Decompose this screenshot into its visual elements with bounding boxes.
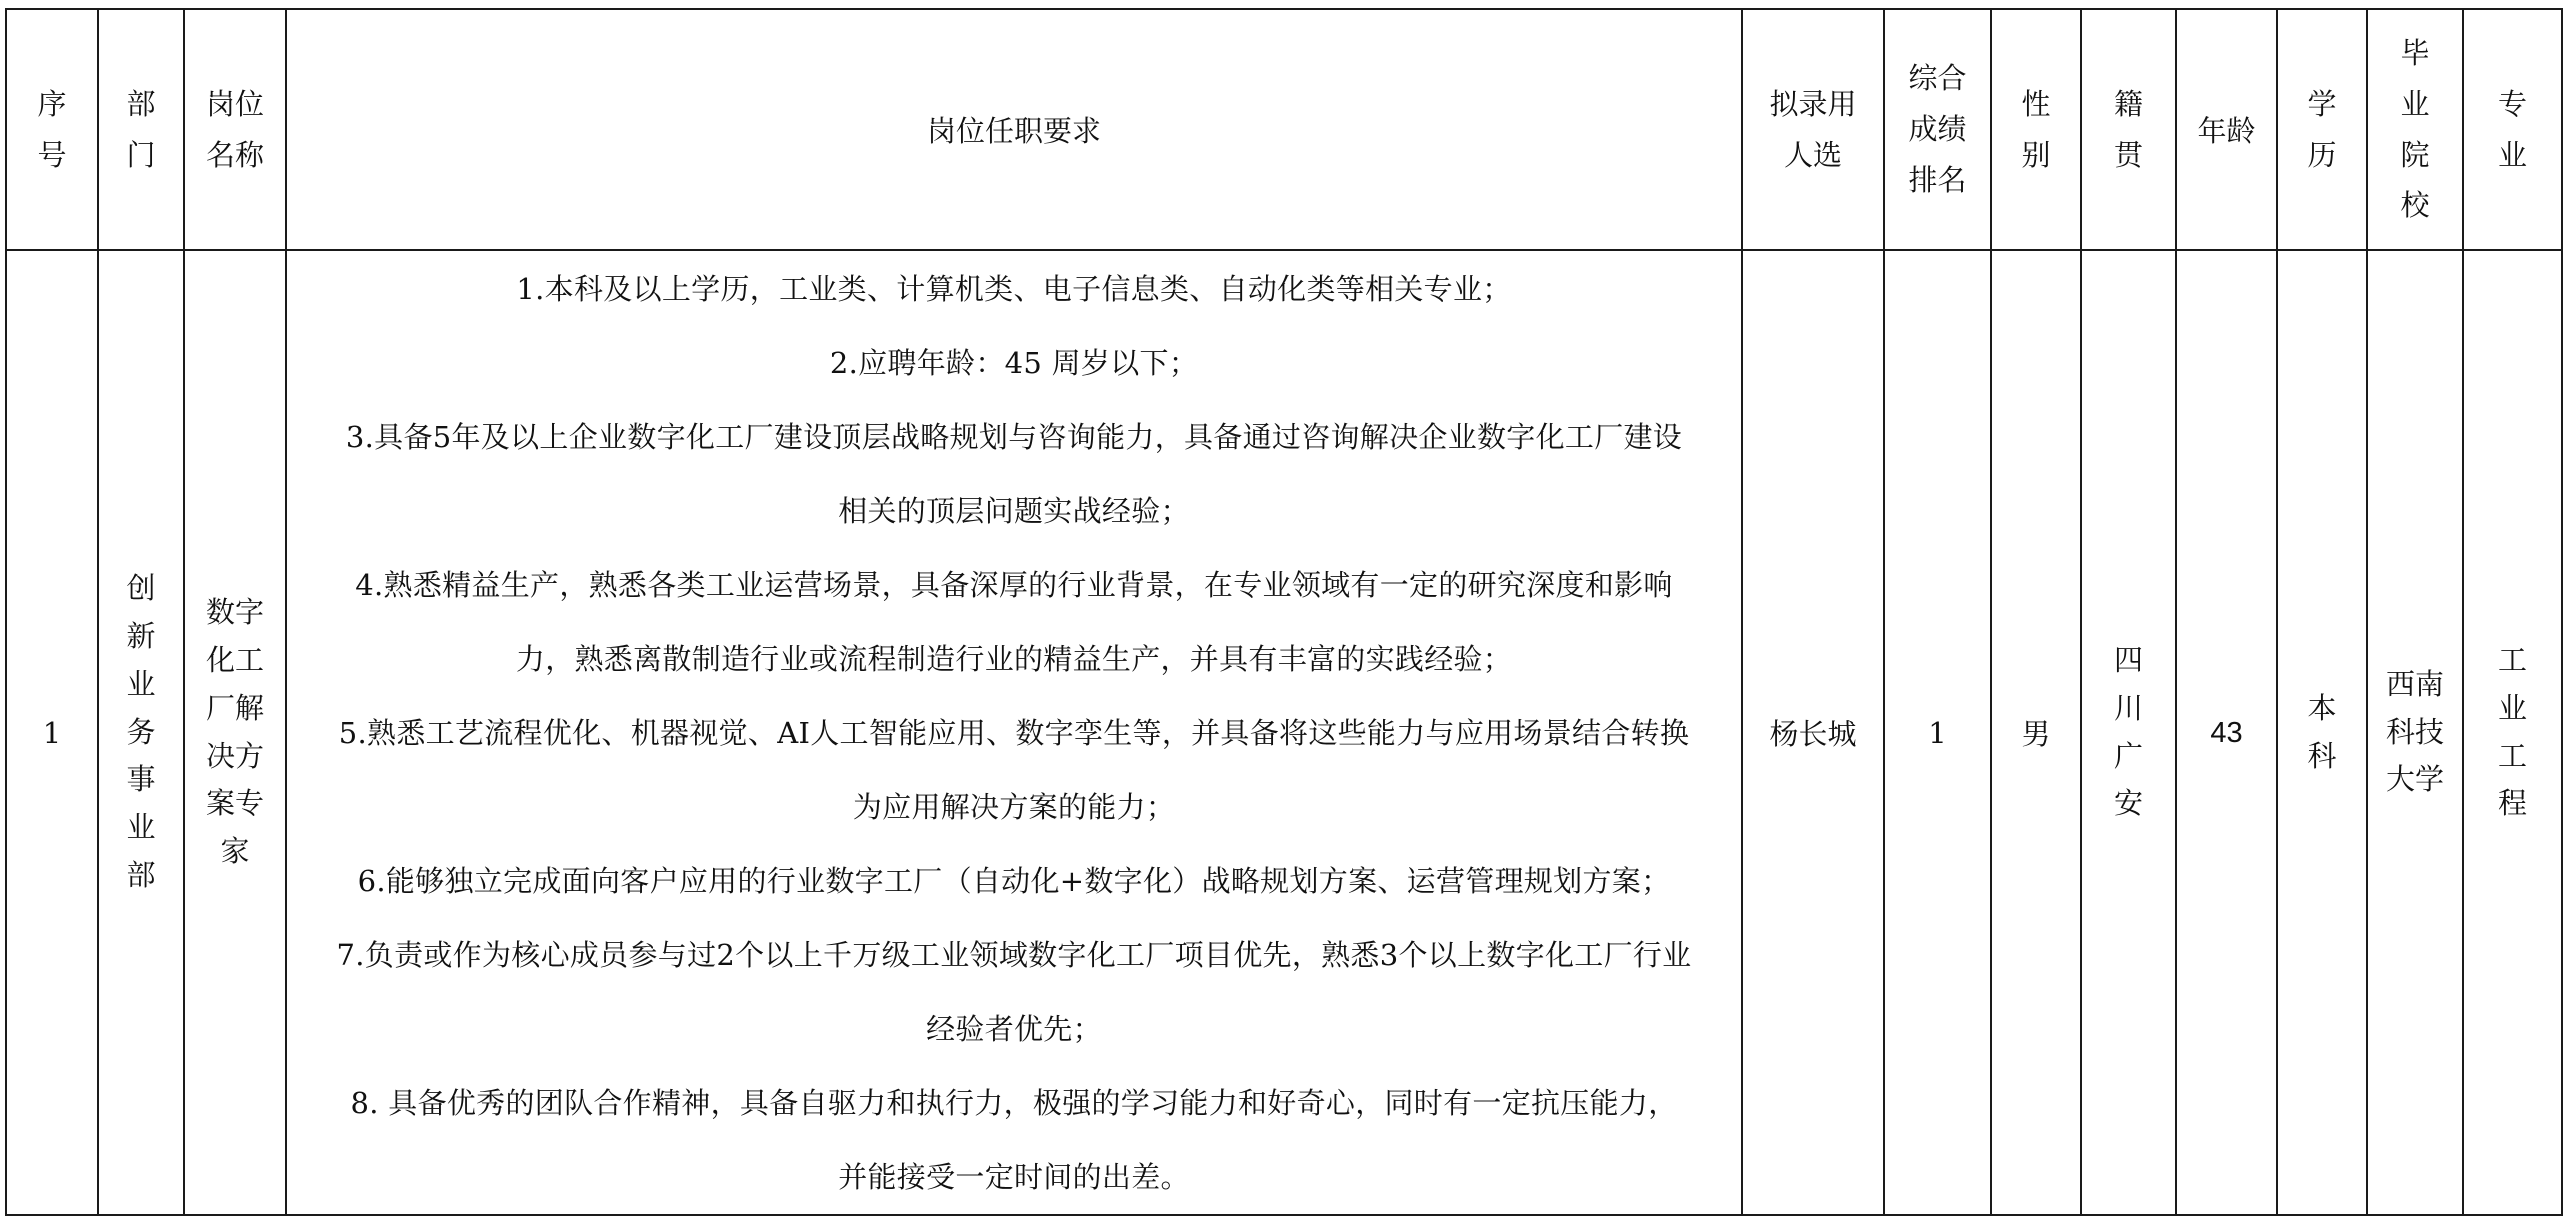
header-position: 岗位 名称	[184, 9, 286, 250]
table-header-row	[6, 9, 2562, 250]
cell-age: 43	[2176, 250, 2277, 1215]
header-school: 毕 业 院 校	[2367, 9, 2463, 250]
cell-major: 工 业 工 程	[2463, 250, 2562, 1215]
cell-candidate: 杨长城	[1742, 250, 1884, 1215]
header-education: 学 历	[2277, 9, 2367, 250]
header-dept: 部 门	[98, 9, 184, 250]
cell-origin: 四 川 广 安	[2081, 250, 2176, 1215]
header-requirements: 岗位任职要求	[286, 9, 1742, 250]
cell-dept: 创 新 业 务 事 业 部	[98, 250, 184, 1215]
header-seq: 序 号	[6, 9, 98, 250]
header-candidate: 拟录用 人选	[1742, 9, 1884, 250]
requirement-line: 4.熟悉精益生产，熟悉各类工业运营场景，具备深厚的行业背景，在专业领域有一定的研究深度和影响	[355, 567, 1673, 602]
requirement-line: 相关的顶层问题实战经验；	[838, 493, 1190, 528]
header-rank: 综合 成绩 排名	[1884, 9, 1991, 250]
requirement-line: 8. 具备优秀的团队合作精神，具备自驱力和执行力，极强的学习能力和好奇心，同时有一定抗压能力，	[350, 1085, 1678, 1120]
requirement-line: 经验者优先；	[926, 1011, 1102, 1046]
requirement-line: 力，熟悉离散制造行业或流程制造行业的精益生产，并具有丰富的实践经验；	[515, 641, 1513, 676]
header-major: 专 业	[2463, 9, 2562, 250]
header-gender: 性 别	[1991, 9, 2081, 250]
requirement-line: 并能接受一定时间的出差。	[838, 1159, 1190, 1194]
requirement-line: 3.具备5年及以上企业数字化工厂建设顶层战略规划与咨询能力，具备通过咨询解决企业数字化工厂建设	[345, 419, 1683, 454]
cell-gender: 男	[1991, 250, 2081, 1215]
header-age: 年龄	[2176, 9, 2277, 250]
requirement-line: 7.负责或作为核心成员参与过2个以上千万级工业领域数字化工厂项目优先，熟悉3个以上数字化工厂行业	[336, 937, 1692, 972]
requirement-line: 5.熟悉工艺流程优化、机器视觉、AI人工智能应用、数字孪生等，并具备将这些能力与应用场景结合转换	[338, 715, 1690, 750]
candidate-table	[5, 8, 2563, 1216]
requirement-line: 1.本科及以上学历，工业类、计算机类、电子信息类、自动化类等相关专业；	[516, 271, 1512, 306]
cell-education: 本 科	[2277, 250, 2367, 1215]
cell-position: 数字 化工 厂解 决方 案专 家	[184, 250, 286, 1215]
requirement-line: 2.应聘年龄：45 周岁以下；	[829, 345, 1199, 380]
requirement-line: 6.能够独立完成面向客户应用的行业数字工厂（自动化+数字化）战略规划方案、运营管理规划方案；	[357, 863, 1671, 898]
cell-requirements	[286, 250, 1742, 1215]
header-origin: 籍 贯	[2081, 9, 2176, 250]
cell-rank: 1	[1884, 250, 1991, 1215]
cell-seq: 1	[6, 250, 98, 1215]
requirement-line: 为应用解决方案的能力；	[852, 789, 1176, 824]
table-row	[6, 250, 2562, 1215]
cell-school: 西南 科技 大学	[2367, 250, 2463, 1215]
